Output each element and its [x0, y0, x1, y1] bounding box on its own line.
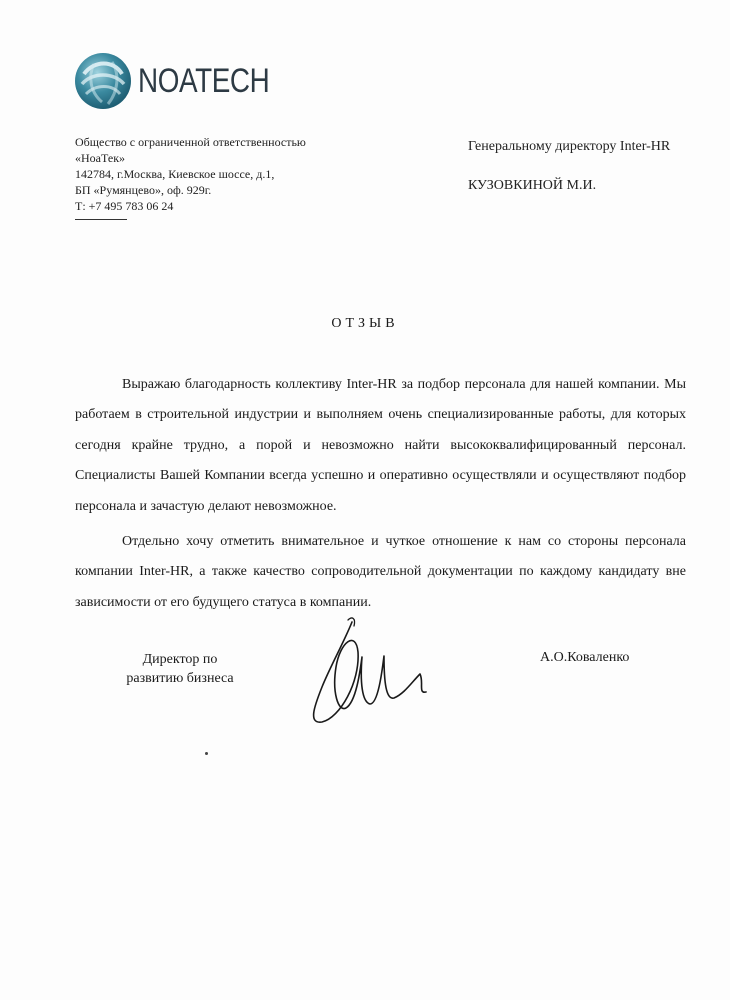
sender-line: БП «Румянцево», оф. 929г. — [75, 183, 212, 197]
letter-body — [75, 370, 686, 623]
signer-position-line: развитию бизнеса — [126, 671, 234, 686]
addressee-name: КУЗОВКИНОЙ М.И. — [468, 178, 597, 193]
sender-line: Общество с ограниченной ответственностью — [75, 135, 306, 149]
scan-speck — [205, 752, 208, 755]
sender-divider — [75, 219, 127, 220]
body-paragraph: Выражаю благодарность коллективу Inter-HR за подбор персонала для нашей компании. Мы работаем в строительной индустрии и выполняем очень специализированные работы, для которых сегодня крайне трудно, а порой и невозможно найти высококвалифицированный персонал. Специалисты Вашей Компании всегда успешно и оперативно осуществляли и осуществляют подбор персонала и зачастую делают невозможное. — [75, 377, 686, 514]
letter-title: ОТЗЫВ — [331, 316, 399, 331]
signer-position — [118, 650, 242, 688]
signer-name: А.О.Коваленко — [540, 650, 630, 665]
sender-block — [75, 134, 306, 214]
body-paragraph: Отдельно хочу отметить внимательное и чуткое отношение к нам со стороны персонала компании Inter-HR, а также качество сопроводительной документации по каждому кандидату вне зависимости от его будущего статуса в компании. — [75, 534, 686, 610]
sender-line: «НоаТек» — [75, 151, 126, 165]
handwritten-signature — [300, 612, 440, 737]
noatech-spiral-icon — [74, 52, 132, 110]
addressee-block — [468, 139, 670, 194]
company-logo-text: NOATECH — [138, 61, 270, 100]
signer-position-line: Директор по — [142, 652, 218, 667]
addressee-position: Генеральному директору Inter-HR — [468, 139, 671, 154]
sender-line: 142784, г.Москва, Киевское шоссе, д.1, — [75, 167, 275, 181]
sender-line: Т: +7 495 783 06 24 — [75, 199, 174, 213]
company-logo — [74, 52, 298, 110]
